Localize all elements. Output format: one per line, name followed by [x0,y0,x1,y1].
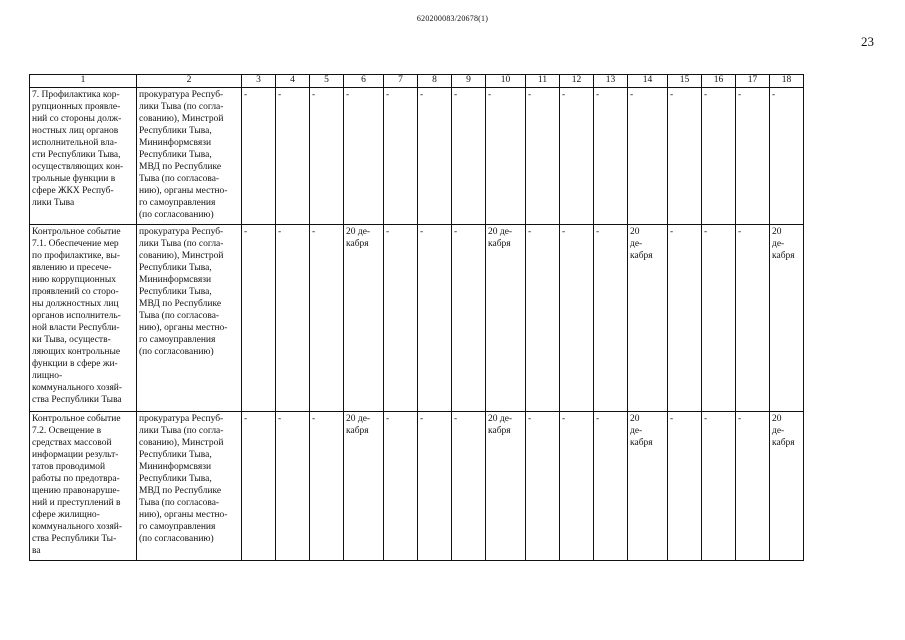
schedule-cell [526,88,560,225]
schedule-value: - [312,90,316,100]
schedule-cell [418,225,452,412]
column-header: 16 [702,75,736,88]
schedule-cell [668,88,702,225]
schedule-value: - [420,227,424,237]
schedule-cell [310,88,344,225]
schedule-value: 20 де- кабря [772,414,795,448]
schedule-cell [384,88,418,225]
schedule-value: - [596,90,600,100]
schedule-value: - [596,414,600,424]
executors-cell [137,412,242,561]
schedule-value: - [312,227,316,237]
schedule-cell [276,88,310,225]
schedule-cell [452,88,486,225]
schedule-cell [242,88,276,225]
header-row [30,75,804,88]
schedule-cell [384,412,418,561]
schedule-cell [486,412,526,561]
schedule-cell [344,225,384,412]
schedule-value: - [420,414,424,424]
measure-cell [30,412,137,561]
schedule-cell [702,412,736,561]
document-id: 620200083/20678(1) [416,14,489,23]
schedule-value: - [528,227,532,237]
table-row [30,88,804,225]
schedule-cell [276,225,310,412]
schedule-cell [242,412,276,561]
schedule-value: - [244,90,248,100]
schedule-cell [486,225,526,412]
schedule-value: - [244,227,248,237]
schedule-cell [702,225,736,412]
schedule-cell [628,88,668,225]
schedule-value: - [454,414,458,424]
measure-text: Контрольное событие 7.2. Освещение в средствах массовой информации результ- татов проводимой работы по предотвра- щению правонаруше- ний и преступлений в сфере жилищно- коммунального хозяй- ства Республики Ты- ва [32,414,123,556]
schedule-value: - [454,227,458,237]
schedule-value: - [386,90,390,100]
schedule-cell [276,412,310,561]
column-header: 2 [137,75,242,88]
schedule-value: - [278,227,282,237]
measure-text: 7. Профилактика кор- рупционных проявле- ний со стороны долж- ностных лиц органов исполнительной вла- сти Республики Тыва, осуществляющих кон- трольные функции в сфере ЖКХ Респуб- лики Тыва [32,90,124,208]
schedule-value: - [278,90,282,100]
schedule-value: - [704,227,708,237]
schedule-cell [560,88,594,225]
schedule-value: 20 де- кабря [488,414,513,436]
schedule-cell [418,88,452,225]
schedule-cell [242,225,276,412]
column-header: 18 [770,75,804,88]
schedule-value: - [244,414,248,424]
schedule-cell [526,412,560,561]
column-header: 3 [242,75,276,88]
schedule-value: 20 де- кабря [630,414,653,448]
column-header: 9 [452,75,486,88]
column-header: 17 [736,75,770,88]
schedule-cell [452,412,486,561]
schedule-value: - [562,414,566,424]
schedule-cell [702,88,736,225]
column-header: 6 [344,75,384,88]
schedule-cell [310,412,344,561]
schedule-value: - [420,90,424,100]
schedule-cell [668,412,702,561]
schedule-cell [736,412,770,561]
schedule-cell [628,225,668,412]
measure-text: Контрольное событие 7.1. Обеспечение мер по профилактике, вы- явлению и пресече- нию коррупционных проявлений со сторо- ны должностных лиц органов исполнитель- ной власти Республи- ки Тыва, осуществ- ляющих контрольные функции в сфере жи- лищно- коммунального хозяй- ства Республики Тыва [32,227,123,405]
schedule-value: - [454,90,458,100]
executors-cell [137,225,242,412]
schedule-value: - [278,414,282,424]
schedule-cell [418,412,452,561]
schedule-cell [668,225,702,412]
schedule-value: - [738,90,742,100]
table-row [30,225,804,412]
schedule-value: - [670,227,674,237]
schedule-value: - [528,414,532,424]
schedule-value: - [670,414,674,424]
schedule-value: - [562,90,566,100]
measure-cell [30,225,137,412]
column-header: 15 [668,75,702,88]
schedule-value: 20 де- кабря [488,227,513,249]
schedule-cell [770,225,804,412]
schedule-value: - [488,90,492,100]
column-header: 12 [560,75,594,88]
column-header: 13 [594,75,628,88]
column-header: 14 [628,75,668,88]
schedule-value: - [528,90,532,100]
schedule-cell [310,225,344,412]
executors-text: прокуратура Респуб- лики Тыва (по согла- сованию), Минстрой Республики Тыва, Мининформсвязи Республики Тыва, МВД по Республике Тыва (по согласова- нию), органы местно- го самоуправления (по согласованию) [139,90,228,220]
schedule-value: - [704,414,708,424]
table-row [30,412,804,561]
schedule-cell [628,412,668,561]
schedule-cell [736,225,770,412]
schedule-value: - [386,227,390,237]
plan-table [29,74,804,561]
schedule-value: - [596,227,600,237]
schedule-cell [736,88,770,225]
measure-cell [30,88,137,225]
executors-text: прокуратура Респуб- лики Тыва (по согла- сованию), Минстрой Республики Тыва, Мининформсвязи Республики Тыва, МВД по Республике Тыва (по согласова- нию), органы местно- го самоуправления (по согласованию) [139,414,228,544]
schedule-cell [384,225,418,412]
schedule-value: - [738,227,742,237]
schedule-value: 20 де- кабря [772,227,795,261]
schedule-cell [344,412,384,561]
schedule-value: - [630,90,634,100]
page-number: 23 [861,34,874,49]
executors-cell [137,88,242,225]
schedule-cell [594,412,628,561]
column-header: 5 [310,75,344,88]
schedule-value: - [772,90,776,100]
schedule-value: 20 де- кабря [346,414,371,436]
schedule-value: 20 де- кабря [346,227,371,249]
schedule-value: - [312,414,316,424]
schedule-cell [560,412,594,561]
schedule-cell [770,88,804,225]
column-header: 10 [486,75,526,88]
schedule-cell [452,225,486,412]
schedule-cell [486,88,526,225]
schedule-cell [560,225,594,412]
column-header: 1 [30,75,137,88]
schedule-value: - [562,227,566,237]
schedule-cell [344,88,384,225]
schedule-cell [594,225,628,412]
schedule-value: 20 де- кабря [630,227,653,261]
schedule-value: - [670,90,674,100]
column-header: 8 [418,75,452,88]
schedule-value: - [386,414,390,424]
column-header: 4 [276,75,310,88]
schedule-cell [594,88,628,225]
schedule-cell [770,412,804,561]
schedule-cell [526,225,560,412]
schedule-value: - [346,90,350,100]
column-header: 7 [384,75,418,88]
schedule-value: - [704,90,708,100]
column-header: 11 [526,75,560,88]
executors-text: прокуратура Респуб- лики Тыва (по согла- сованию), Минстрой Республики Тыва, Мининформсвязи Республики Тыва, МВД по Республике Тыва (по согласова- нию), органы местно- го самоуправления (по согласованию) [139,227,228,357]
schedule-value: - [738,414,742,424]
